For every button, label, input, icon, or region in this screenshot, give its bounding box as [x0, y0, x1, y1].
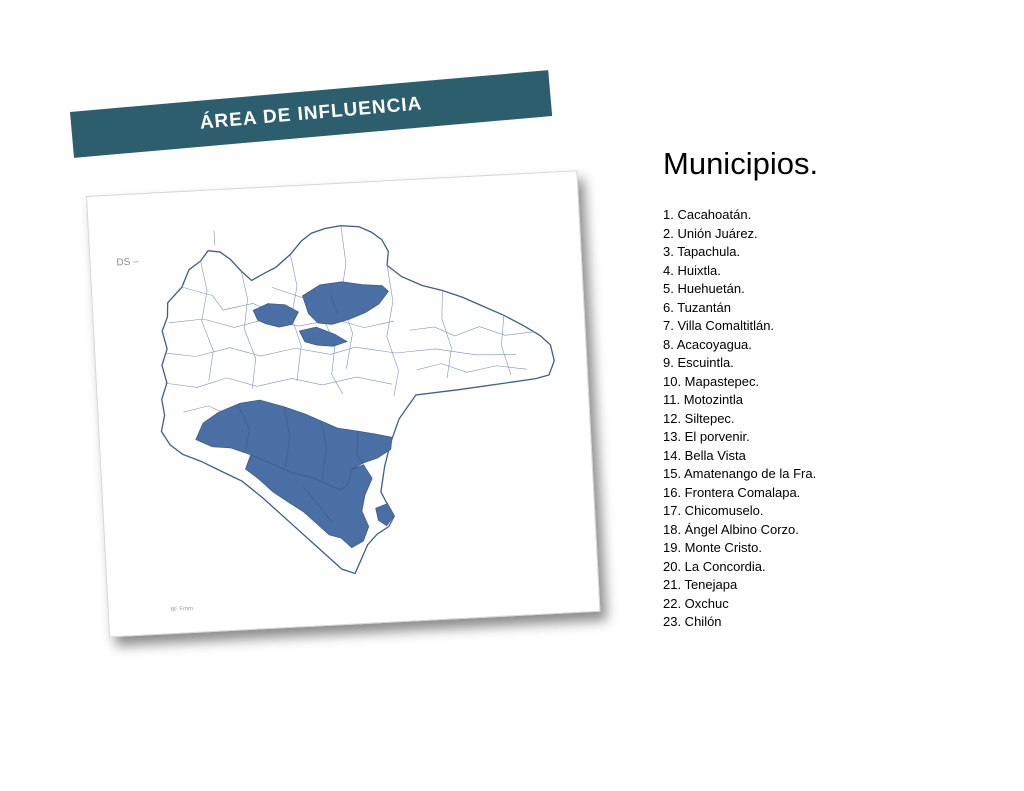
banner-title: ÁREA DE INFLUENCIA	[198, 93, 424, 134]
list-item: 12. Siltepec.	[663, 410, 735, 426]
list-item: 19. Monte Cristo.	[663, 540, 762, 555]
list-item: 17. Chicomuselo.	[663, 503, 764, 518]
map-corner-mark: DS –	[116, 256, 140, 269]
list-item: 3. Tapachula.	[663, 244, 741, 259]
list-item: 9. Escuintla.	[663, 355, 734, 370]
list-item: 7. Villa Comaltitlán.	[663, 318, 775, 333]
list-item: 2. Unión Juárez.	[663, 225, 758, 241]
list-item: 21. Tenejapa	[663, 577, 738, 592]
list-item: 8. Acacoyagua.	[663, 336, 752, 352]
list-item: 4. Huixtla.	[663, 262, 721, 278]
map-footnote: 6F Fmm	[170, 605, 194, 614]
list-item: 1. Cacahoatán.	[663, 207, 752, 222]
list-item: 20. La Concordia.	[663, 558, 766, 574]
list-item: 16. Frontera Comalapa.	[663, 484, 801, 500]
list-item: 15. Amatenango de la Fra.	[663, 466, 817, 481]
list-item: 11. Motozintla	[663, 392, 743, 407]
title-banner	[70, 70, 552, 158]
list-item: 22. Oxchuc	[663, 595, 729, 611]
list-item: 23. Chilón	[663, 614, 722, 629]
chiapas-map	[87, 171, 599, 636]
list-item: 10. Mapastepec.	[663, 373, 760, 389]
list-item: 6. Tuzantán	[663, 299, 731, 315]
list-item: 13. El porvenir.	[663, 429, 750, 444]
list-item: 5. Huehuetán.	[663, 281, 745, 296]
map-card	[86, 170, 600, 637]
municipios-list	[663, 206, 816, 632]
list-item: 18. Ángel Albino Corzo.	[663, 521, 799, 537]
list-item: 14. Bella Vista	[663, 447, 746, 463]
municipios-title: Municipios.	[663, 146, 819, 181]
